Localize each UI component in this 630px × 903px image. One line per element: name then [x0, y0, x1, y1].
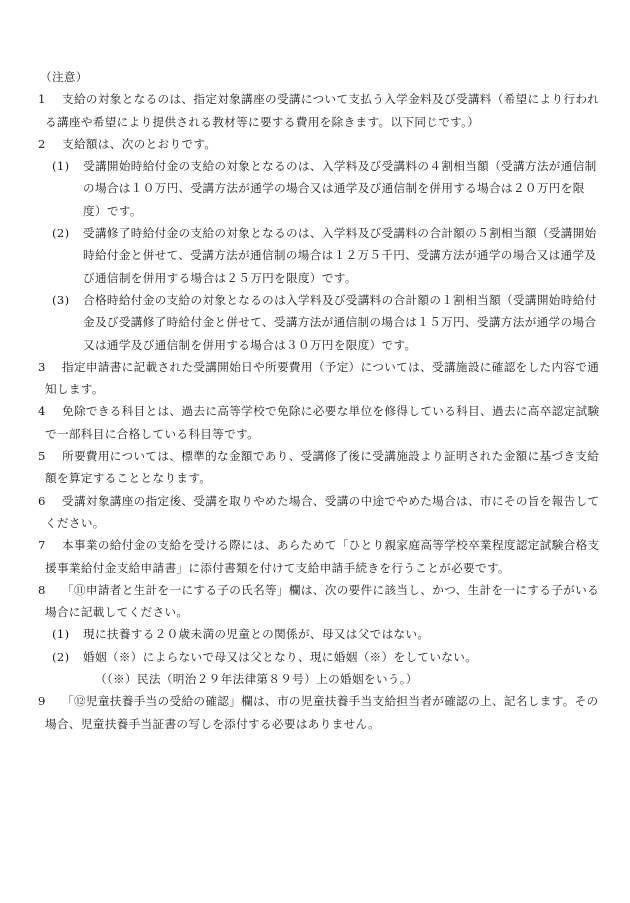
item-text: 「⑫児童扶養手当の受給の確認」欄は、市の児童扶養手当支給担当者が確認の上、記名します。その	[62, 694, 599, 709]
item-number: 6	[38, 493, 46, 508]
item-text: 指定申請書に記載された受講開始日や所要費用（予定）については、受講施設に確認をした内容で通	[62, 359, 600, 374]
sub-item-text: の場合は１０万円、受講方法が通学の場合又は通学及び通信制を併用する場合は２０万円を限	[83, 181, 585, 196]
item-text: で一部科目に合格している科目等です。	[45, 426, 260, 441]
sub-item-text: 受講開始時給付金の支給の対象となるのは、入学料及び受講料の４割相当額（受講方法が通信制	[83, 159, 597, 174]
note-item-6	[0, 490, 630, 535]
sub-item-text: 受講修了時給付金の支給の対象となるのは、入学料及び受講料の合計額の５割相当額（受講開始	[83, 226, 597, 241]
item-text: 場合に記載してください。	[45, 605, 189, 620]
item-text: 支給の対象となるのは、指定対象講座の受講について支払う入学金料及び受講料（希望により行われ	[62, 92, 600, 107]
sub-item-2-3	[0, 289, 630, 356]
sub-item-number: (1)	[52, 159, 70, 174]
note-item-4	[0, 400, 630, 445]
sub-item-text: 婚姻（※）によらないで母又は父となり、現に婚姻（※）をしていない。	[83, 649, 478, 664]
sub-item-text: 金及び受講修了時給付金と併せて、受講方法が通信制の場合は１５万円、受講方法が通学の場合	[83, 315, 597, 330]
item-number: 5	[38, 449, 46, 464]
item-text: ください。	[45, 515, 105, 530]
item-text: 本事業の給付金の支給を受ける際には、あらためて「ひとり親家庭高等学校卒業程度認定試験合格支	[62, 538, 600, 553]
sub-item-number: (2)	[52, 226, 70, 241]
item-text: 援事業給付金支給申請書」に添付書類を付けて支給申請手続きを行うことが必要です。	[45, 560, 510, 575]
note-item-3	[0, 356, 630, 401]
note-item-5	[0, 445, 630, 490]
sub-item-number: (1)	[52, 627, 70, 642]
notes-heading: （注意）	[40, 70, 88, 84]
remark-note: （（※）民法（明治２９年法律第８９号）上の婚姻をいう。）	[95, 672, 418, 687]
sub-item-2-1	[0, 155, 630, 222]
note-item-9	[0, 690, 630, 735]
item-number: 7	[38, 538, 46, 553]
note-item-2	[0, 133, 630, 356]
item-number: 1	[38, 92, 46, 107]
note-item-8	[0, 579, 630, 690]
sub-item-text: び通信制を併用する場合は２５万円を限度）です。	[83, 270, 357, 285]
note-item-1	[0, 88, 630, 133]
item-number: 2	[38, 136, 46, 151]
sub-item-2-2	[0, 222, 630, 289]
item-text: る講座や希望により提供される教材等に要する費用を除きます。以下同じです。）	[45, 114, 480, 129]
sub-item-number: (2)	[52, 649, 70, 664]
item-text: 支給額は、次のとおりです。	[62, 136, 217, 151]
item-number: 3	[38, 359, 46, 374]
item-text: 額を算定することとなります。	[45, 471, 212, 486]
item-text: 場合、児童扶養手当証書の写しを添付する必要はありません。	[45, 716, 381, 731]
sub-item-text: 時給付金と併せて、受講方法が通信制の場合は１２万５千円、受講方法が通学の場合又は通学及	[83, 248, 597, 263]
sub-item-text: 度）です。	[83, 203, 142, 218]
item-text: 「⑪申請者と生計を一にする子の氏名等」欄は、次の要件に該当し、かつ、生計を一にする子がいる	[62, 582, 600, 597]
item-number: 8	[38, 582, 46, 597]
note-item-7	[0, 534, 630, 579]
item-number: 9	[38, 694, 46, 709]
sub-item-text: 又は通学及び通信制を併用する場合は３０万円を限度）です。	[83, 337, 417, 352]
item-text: 受講対象講座の指定後、受講を取りやめた場合、受講の中途でやめた場合は、市にその旨を報告して	[62, 493, 600, 508]
item-text: 所要費用については、標準的な金額であり、受講修了後に受講施設より証明された金額に基づき支給	[62, 449, 600, 464]
sub-item-number: (3)	[52, 292, 70, 307]
sub-item-text: 現に扶養する２０歳未満の児童との関係が、母又は父ではない。	[83, 627, 430, 642]
item-text: 免除できる科目とは、過去に高等学校で免除に必要な単位を修得している科目、過去に高卒認定試験	[62, 404, 600, 419]
sub-item-text: 合格時給付金の支給の対象となるのは入学料及び受講料の合計額の１割相当額（受講開始時給付	[83, 292, 597, 307]
item-number: 4	[38, 404, 46, 419]
item-text: 知します。	[45, 382, 104, 397]
